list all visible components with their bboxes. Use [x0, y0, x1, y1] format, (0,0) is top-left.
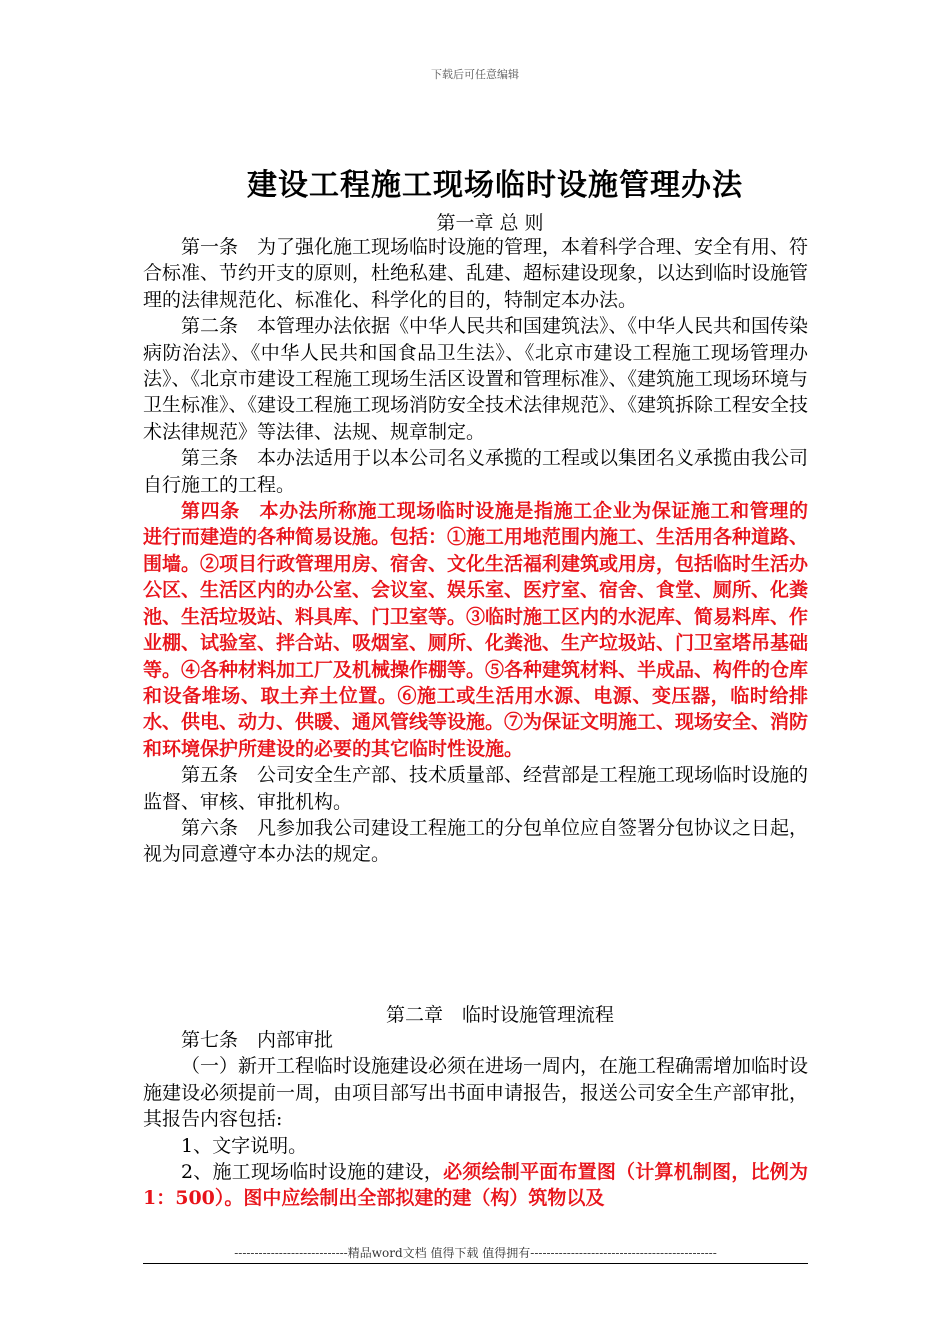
article-5: 第五条 公司安全生产部、技术质量部、经营部是工程施工现场临时设施的监督、审核、审批机构。: [143, 764, 809, 813]
article-3: 第三条 本办法适用于以本公司名义承揽的工程或以集团名义承揽由我公司自行施工的工程。: [143, 447, 809, 496]
document-title: 建设工程施工现场临时设施管理办法: [247, 168, 743, 203]
footer-note: ----------------------------精品word文档 值得下载 值得拥有----------------------------------------------: [234, 1246, 717, 1260]
footer-divider: [143, 1263, 808, 1264]
chapter-2-heading: 第二章 临时设施管理流程: [385, 1004, 614, 1026]
article-7-heading: 第七条 内部审批: [181, 1029, 334, 1051]
article-2: 第二条 本管理办法依据《中华人民共和国建筑法》、《中华人民共和国传染病防治法》、《中华人民共和国食品卫生法》、《北京市建设工程施工现场管理办法》、《北京市建设工程施工现场生活区设置和管理标准》、《建筑施工现场环境与卫生标准》、《建设工程施工现场消防安全技术法律规范》、《建筑拆除工程安全技术法律规范》等法律、法规、规章制定。: [143, 315, 809, 443]
article-4-label: 第四条: [181, 500, 260, 523]
clause-1: （一）新开工程临时设施建设必须在进场一周内，在施工程确需增加临时设施建设必须提前一周，由项目部写出书面申请报告，报送公司安全生产部审批，其报告内容包括:: [143, 1055, 809, 1131]
article-1: 第一条 为了强化施工现场临时设施的管理，本着科学合理、安全有用、符合标准、节约开支的原则，杜绝私建、乱建、超标建设现象，以达到临时设施管理的法律规范化、标准化、科学化的目的，特制定本办法。: [143, 236, 809, 311]
item-2-label: 2、施工现场临时设施的建设，: [181, 1161, 444, 1184]
item-2-red-text: 必须绘制平面布置图（计算机制图，比例为1：500）。图中应绘制出全部拟建的建（构）筑物以及: [143, 1161, 808, 1210]
chapter-2-body: [143, 1027, 808, 1212]
chapter-1-heading: 第一章 总 则: [436, 212, 544, 234]
article-4-red-text: 本办法所称施工现场临时设施是指施工企业为保证施工和管理的进行而建造的各种简易设施。包括：①施工用地范围内施工、生活用各种道路、围墙。②项目行政管理用房、宿舍、文化生活福利建筑或用房，包括临时生活办公区、生活区内的办公室、会议室、娱乐室、医疗室、宿舍、食堂、厕所、化粪池、生活垃圾站、料具库、门卫室等。③临时施工区内的水泥库、简易料库、作业棚、试验室、拌合站、吸烟室、厕所、化粪池、生产垃圾站、门卫室塔吊基础等。④各种材料加工厂及机械操作棚等。⑤各种建筑材料、半成品、构件的仓库和设备堆场、取土弃土位置。⑥施工或生活用水源、电源、变压器，临时给排水、供电、动力、供暖、通风管线等设施。⑦为保证文明施工、现场安全、消防和环境保护所建设的必要的其它临时性设施。: [143, 500, 809, 760]
chapter-1-body: [143, 234, 808, 868]
article-6: 第六条 凡参加我公司建设工程施工的分包单位应自签署分包协议之日起，视为同意遵守本办法的规定。: [143, 816, 809, 866]
item-2: [143, 1159, 808, 1212]
header-note: 下载后可任意编辑: [431, 68, 519, 81]
item-1: 1、文字说明。: [181, 1134, 308, 1157]
article-4: [143, 498, 808, 762]
